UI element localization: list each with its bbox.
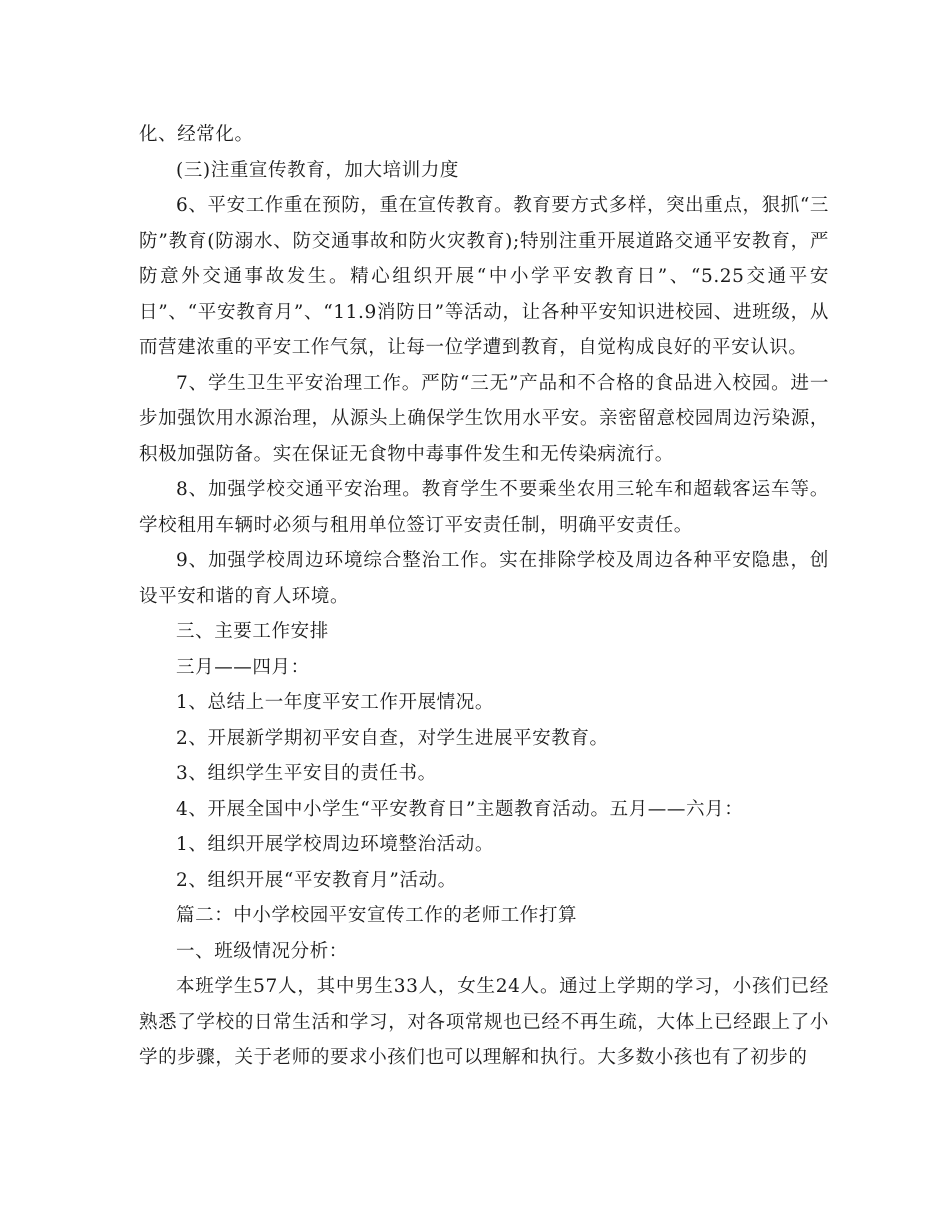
paragraph: 化、经常化。	[139, 124, 254, 145]
section-heading: 三、主要工作安排	[176, 621, 329, 642]
document-body	[139, 117, 829, 1076]
paragraph: 6、平安工作重在预防，重在宣传教育。教育要方式多样，突出重点，狠抓“三防”教育(防溺水、防交通事故和防火灾教育);特别注重开展道路交通平安教育，严防意外交通事故发生。精心组织开展“中小学平安教育日”、“5.25交通平安日”、“平安教育月”、“11.9消防日”等活动，让各种平安知识进校园、进班级，从而营建浓重的平安工作气氛，让每一位学遭到教育，自觉构成良好的平安认识。	[139, 195, 829, 358]
paragraph: 本班学生57人，其中男生33人，女生24人。通过上学期的学习，小孩们已经熟悉了学校的日常生活和学习，对各项常规也已经不再生疏，大体上已经跟上了小学的步骤，关于老师的要求小孩们也可以理解和执行。大多数小孩也有了初步的	[139, 976, 829, 1068]
schedule-period: 三月——四月：	[176, 656, 310, 678]
list-item: 1、组织开展学校周边环境整治活动。	[176, 834, 494, 855]
chapter-title: 篇二：中小学校园平安宣传工作的老师工作打算	[176, 905, 578, 926]
paragraph: 9、加强学校周边环境综合整治工作。实在排除学校及周边各种平安隐患，创设平安和谐的育人环境。	[139, 550, 829, 607]
list-item: 2、开展新学期初平安自查，对学生进展平安教育。	[176, 727, 609, 749]
paragraph: 8、加强学校交通平安治理。教育学生不要乘坐农用三轮车和超载客运车等。学校租用车辆时必须与租用单位签订平安责任制，明确平安责任。	[139, 479, 829, 536]
section-heading: 一、班级情况分析：	[176, 940, 348, 962]
list-item: 4、开展全国中小学生“平安教育日”主题教育活动。五月——六月：	[176, 798, 744, 820]
list-item: 3、组织学生平安目的责任书。	[176, 763, 437, 784]
list-item: 1、总结上一年度平安工作开展情况。	[176, 692, 494, 713]
list-item: 2、组织开展“平安教育月”活动。	[176, 869, 457, 891]
paragraph: 7、学生卫生平安治理工作。严防“三无”产品和不合格的食品进入校园。进一步加强饮用水源治理，从源头上确保学生饮用水平安。亲密留意校园周边污染源，积极加强防备。实在保证无食物中毒事件发生和无传染病流行。	[139, 372, 829, 465]
section-heading: (三)注重宣传教育，加大培训力度	[176, 159, 460, 181]
